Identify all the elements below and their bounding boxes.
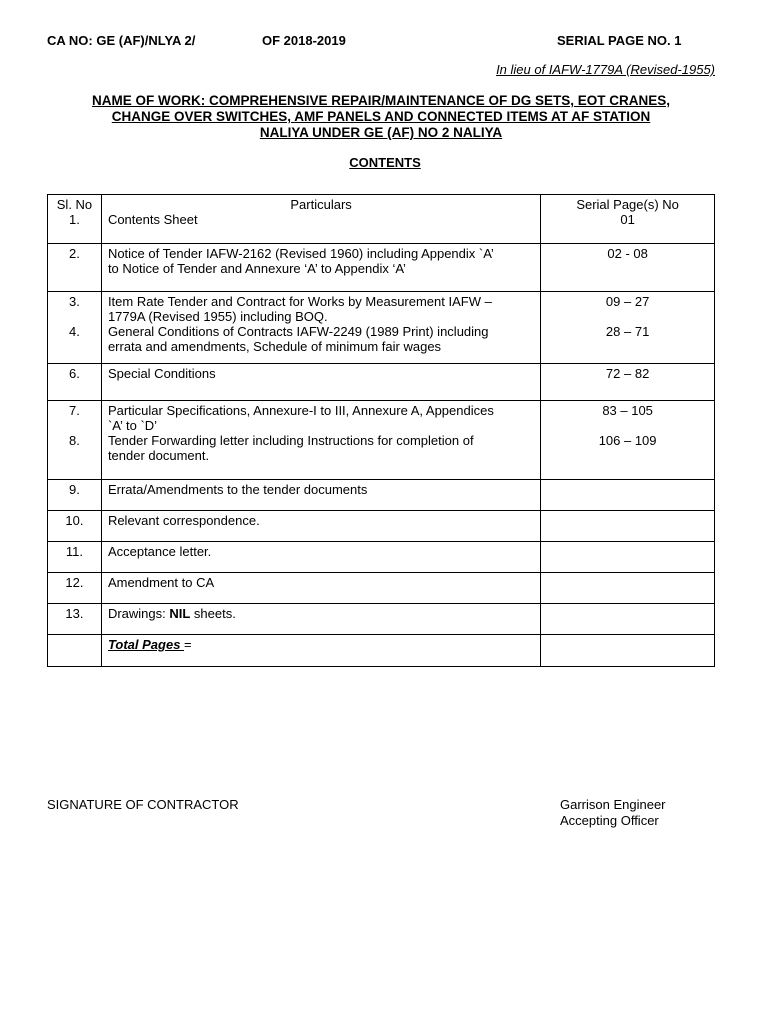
particulars-cell: [101, 635, 540, 667]
table-row: [48, 511, 715, 542]
pages-cell: [541, 542, 715, 573]
sl-no-cell: [48, 511, 102, 542]
accepting-officer-signature: [560, 797, 666, 829]
sl-no-value: 11.: [65, 544, 84, 559]
table-row: [48, 401, 715, 480]
particulars-cell: [101, 604, 540, 635]
contractor-signature: SIGNATURE OF CONTRACTOR: [47, 797, 239, 812]
table-row: [48, 604, 715, 635]
pages-value: 09 – 27: [605, 294, 650, 309]
pages-cell: [541, 604, 715, 635]
sl-no-cell: [48, 244, 102, 292]
sl-no-value: 12.: [65, 575, 84, 590]
pages-value: 01: [620, 212, 635, 227]
drawings-prefix: Drawings:: [107, 606, 170, 621]
particulars-cell: [101, 244, 540, 292]
sl-no-cell: [48, 573, 102, 604]
particulars-cell: [101, 401, 540, 480]
particulars-text: Notice of Tender IAFW-2162 (Revised 1960) including Appendix `A’: [107, 246, 494, 261]
engineer-role: Accepting Officer: [560, 813, 659, 828]
pages-value: 28 – 71: [605, 324, 650, 339]
sl-no-cell: [48, 292, 102, 364]
particulars-text: Errata/Amendments to the tender documents: [107, 482, 368, 497]
pages-cell: [541, 364, 715, 401]
sl-no-header: Sl. No: [56, 197, 93, 212]
total-pages-label: Total Pages: [107, 637, 185, 652]
particulars-header: Particulars: [290, 197, 352, 212]
ca-number: CA NO: GE (AF)/NLYA 2/: [47, 33, 196, 48]
sl-no-value: 3.: [69, 294, 80, 309]
sl-no-value: 1.: [69, 212, 80, 227]
drawings-suffix: sheets.: [190, 606, 236, 621]
sl-no-cell: [48, 542, 102, 573]
title-line: CHANGE OVER SWITCHES, AMF PANELS AND CONNECTED ITEMS AT AF STATION: [111, 109, 651, 124]
sl-no-value: 9.: [69, 482, 80, 497]
particulars-text: errata and amendments, Schedule of minimum fair wages: [107, 339, 442, 354]
name-of-work-title: [47, 93, 715, 141]
pages-cell: [541, 573, 715, 604]
table-row: [48, 292, 715, 364]
particulars-cell: [101, 511, 540, 542]
particulars-text: Contents Sheet: [107, 212, 198, 227]
particulars-cell: [101, 364, 540, 401]
pages-cell: [541, 195, 715, 244]
sl-no-cell: [48, 401, 102, 480]
particulars-cell: [101, 480, 540, 511]
table-row: [48, 244, 715, 292]
pages-cell: [541, 635, 715, 667]
particulars-text: Special Conditions: [107, 366, 216, 381]
particulars-cell: [101, 195, 540, 244]
contents-heading: CONTENTS: [349, 155, 421, 170]
sl-no-value: 7.: [69, 403, 80, 418]
particulars-cell: [101, 542, 540, 573]
particulars-text: General Conditions of Contracts IAFW-2249 (1989 Print) including: [107, 324, 489, 339]
contents-table: [47, 194, 715, 667]
particulars-text: Particular Specifications, Annexure-I to III, Annexure A, Appendices: [107, 403, 494, 418]
particulars-text: Relevant correspondence.: [107, 513, 260, 528]
particulars-text: Tender Forwarding letter including Instructions for completion of: [107, 433, 474, 448]
table-row: [48, 573, 715, 604]
particulars-text: to Notice of Tender and Annexure ‘A’ to Appendix ‘A’: [107, 261, 406, 276]
particulars-text: 1779A (Revised 1955) including BOQ.: [107, 309, 328, 324]
sl-no-cell: [48, 480, 102, 511]
sl-no-cell: [48, 604, 102, 635]
pages-cell: [541, 244, 715, 292]
sl-no-value: 4.: [69, 324, 80, 339]
pages-value: 106 – 109: [598, 433, 657, 448]
in-lieu-note: In lieu of IAFW-1779A (Revised-1955): [496, 62, 715, 77]
particulars-cell: [101, 573, 540, 604]
pages-cell: [541, 511, 715, 542]
pages-value: 02 - 08: [607, 246, 648, 261]
sl-no-cell: [48, 635, 102, 667]
pages-value: 83 – 105: [602, 403, 653, 418]
engineer-title: Garrison Engineer: [560, 797, 666, 812]
pages-value: 72 – 82: [605, 366, 650, 381]
serial-pages-header: Serial Page(s) No: [576, 197, 679, 212]
table-row: [48, 480, 715, 511]
particulars-text: Acceptance letter.: [107, 544, 212, 559]
pages-cell: [541, 292, 715, 364]
particulars-text: Item Rate Tender and Contract for Works by Measurement IAFW –: [107, 294, 492, 309]
sl-no-cell: [48, 195, 102, 244]
sl-no-value: 10.: [65, 513, 84, 528]
contract-year: OF 2018-2019: [262, 33, 346, 48]
serial-page-number: SERIAL PAGE NO. 1: [557, 33, 682, 48]
table-row: [48, 364, 715, 401]
particulars-cell: [101, 292, 540, 364]
particulars-text: tender document.: [107, 448, 210, 463]
sl-no-value: 6.: [69, 366, 80, 381]
total-pages-equals: =: [184, 637, 192, 652]
particulars-text: Amendment to CA: [107, 575, 215, 590]
title-line: NAME OF WORK: COMPREHENSIVE REPAIR/MAINTENANCE OF DG SETS, EOT CRANES,: [91, 93, 671, 108]
pages-cell: [541, 480, 715, 511]
particulars-text: `A’ to `D’: [107, 418, 158, 433]
sl-no-value: 2.: [69, 246, 80, 261]
sl-no-cell: [48, 364, 102, 401]
total-row: [48, 635, 715, 667]
sl-no-value: 8.: [69, 433, 80, 448]
pages-cell: [541, 401, 715, 480]
table-row: [48, 195, 715, 244]
sl-no-value: 13.: [65, 606, 84, 621]
title-line: NALIYA UNDER GE (AF) NO 2 NALIYA: [259, 125, 503, 140]
drawings-count: NIL: [169, 606, 191, 621]
table-row: [48, 542, 715, 573]
